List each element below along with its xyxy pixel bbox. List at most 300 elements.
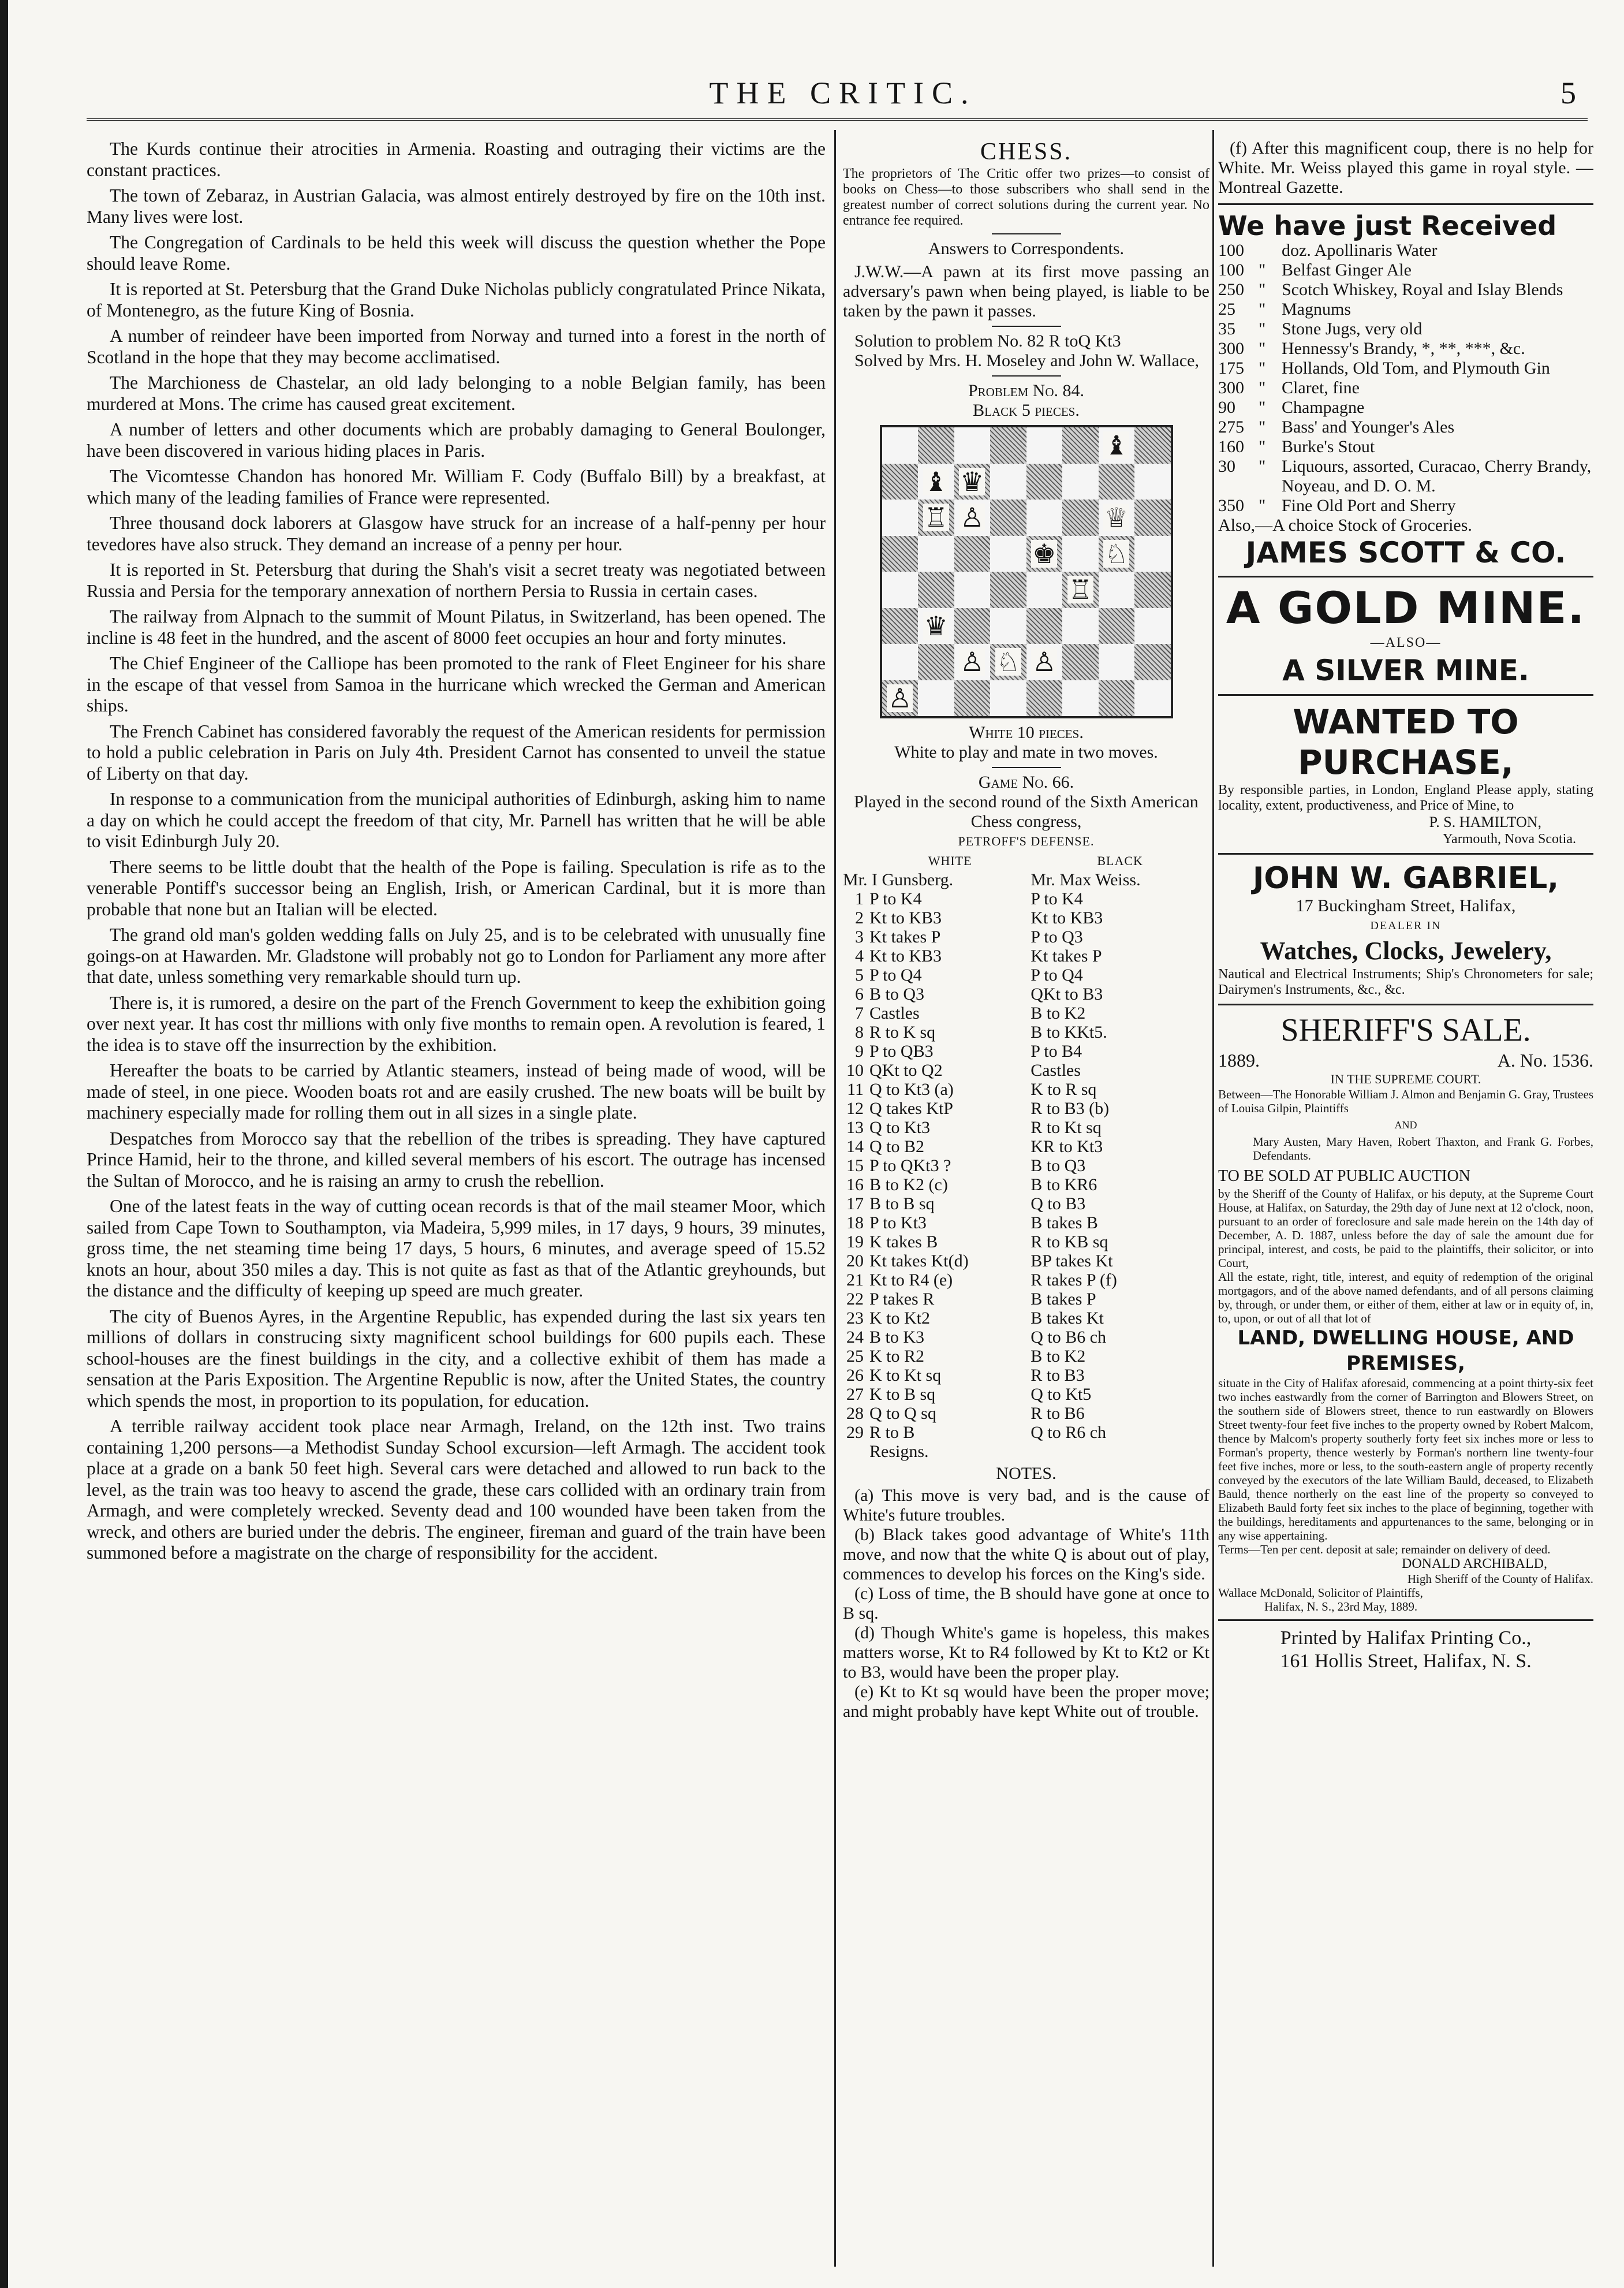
move-row <box>843 1366 1209 1385</box>
auction-heading: TO BE SOLD AT PUBLIC AUCTION <box>1218 1167 1470 1185</box>
auction-text: by the Sheriff of the County of Halifax, or his deputy, at the Supreme Court House, at Halifax, on Saturday, the 29th day of June next at 12 o'clock, noon, pursuant to an order of foreclosure and sale made herein on the 14th day of December, A. D. 1887, unless before the day of sale the amount due for principal, interest, and costs, be paid to the plaintiffs, their solicitor, or into Court, <box>1218 1187 1593 1270</box>
divider <box>1218 694 1593 696</box>
ditto-mark <box>1259 241 1282 260</box>
board-square <box>1134 680 1171 717</box>
move-number: 10 <box>846 1061 864 1080</box>
black-move: B to KKt5. <box>1031 1023 1107 1042</box>
goods-quantity: 275 <box>1218 418 1244 437</box>
also-groceries: Also,—A choice Stock of Groceries. <box>1218 516 1472 535</box>
white-move: K takes B <box>869 1232 938 1251</box>
ditto-mark: " <box>1259 437 1266 456</box>
board-square <box>1134 644 1171 680</box>
news-paragraph: The town of Zebaraz, in Austrian Galacia, was almost entirely destroyed by fire on the 10th inst. Many lives were lost. <box>87 185 826 227</box>
ditto-mark: " <box>1259 496 1266 515</box>
board-square <box>954 572 991 608</box>
also-label: —ALSO— <box>1370 635 1442 650</box>
board-square <box>1099 644 1135 680</box>
news-paragraph: A number of letters and other documents which are probably damaging to General Boulonger, have been discovered in various hiding places in Paris. <box>87 419 826 461</box>
black-move: QKt to B3 <box>1031 985 1103 1004</box>
move-number: 28 <box>846 1404 864 1423</box>
chess-piece-icon: ♘ <box>1104 538 1129 569</box>
opening-name: PETROFF'S DEFENSE. <box>958 834 1095 848</box>
goods-quantity: 100 <box>1218 241 1244 260</box>
divider <box>1218 1619 1593 1621</box>
move-number: 16 <box>846 1175 864 1194</box>
black-move: P to B4 <box>1031 1042 1082 1061</box>
move-number: 1 <box>855 889 864 908</box>
ditto-mark: " <box>1259 418 1266 437</box>
board-square <box>918 536 954 572</box>
black-move: B to K2 <box>1031 1347 1086 1366</box>
move-row <box>843 1004 1209 1023</box>
board-square <box>1099 464 1135 500</box>
gabriel-text: Nautical and Electrical Instruments; Ship's Chronometers for sale; Dairymen's Instruments, &c., &c. <box>1218 967 1593 997</box>
black-move: R to B3 (b) <box>1031 1099 1110 1118</box>
move-number: 2 <box>855 908 864 927</box>
news-paragraph: The Chief Engineer of the Calliope has been promoted to the rank of Fleet Engineer for his share in the escape of that vessel from Samoa in the hurricane which wrecked the German and American ships. <box>87 653 826 716</box>
news-paragraph: It is reported at St. Petersburg that the Grand Duke Nicholas publicly congratulated Prince Nikata, of Montenegro, as the future King of Bosnia. <box>87 279 826 321</box>
chess-board <box>880 425 1173 718</box>
ditto-mark: " <box>1259 359 1266 378</box>
white-move: B to K2 (c) <box>869 1175 948 1194</box>
goods-quantity: 90 <box>1218 398 1235 417</box>
goods-description: doz. Apollinaris Water <box>1282 241 1438 260</box>
move-row <box>843 1290 1209 1309</box>
move-row <box>843 1194 1209 1213</box>
move-row <box>843 1118 1209 1137</box>
move-number: 24 <box>846 1328 864 1347</box>
chess-piece-icon: ♝ <box>1104 430 1129 461</box>
white-move: K to Kt2 <box>869 1309 930 1328</box>
black-move: K to R sq <box>1031 1080 1097 1099</box>
chess-column <box>843 139 1209 2264</box>
divider <box>1218 576 1593 577</box>
wanted-heading: WANTED TO PURCHASE, <box>1293 702 1519 782</box>
sale-date: Halifax, N. S., 23rd May, 1889. <box>1264 1600 1418 1613</box>
chess-piece-icon: ♕ <box>1104 502 1129 534</box>
divider <box>992 233 1061 234</box>
gold-mine-heading: A GOLD MINE. <box>1226 582 1586 634</box>
black-count: Black 5 pieces. <box>973 401 1080 420</box>
goods-description: Bass' and Younger's Ales <box>1282 418 1455 437</box>
board-square <box>954 644 991 680</box>
board-square <box>990 427 1026 464</box>
gabriel-heading: JOHN W. GABRIEL, <box>1252 861 1559 896</box>
chess-heading: CHESS. <box>980 139 1073 165</box>
white-move: Castles <box>869 1004 920 1023</box>
divider <box>1218 1004 1593 1005</box>
masthead <box>87 75 1599 115</box>
black-move: KR to Kt3 <box>1031 1137 1103 1156</box>
note: (d) Though White's game is hopeless, this makes matters worse, Kt to R4 followed by Kt to Kt2 or Kt to B3, would have been the proper play. <box>843 1623 1209 1682</box>
goods-item <box>1218 359 1593 378</box>
terms-text: Terms—Ten per cent. deposit at sale; remainder on delivery of deed. <box>1218 1542 1551 1556</box>
board-square <box>882 680 919 717</box>
board-square <box>1026 572 1063 608</box>
white-move: Q to B2 <box>869 1137 925 1156</box>
white-move: B to B sq <box>869 1194 935 1213</box>
black-move: B to K2 <box>1031 1004 1086 1023</box>
black-move: Q to Kt5 <box>1031 1385 1092 1404</box>
white-move: QKt to Q2 <box>869 1061 943 1080</box>
divider <box>992 326 1061 327</box>
estate-text: All the estate, right, title, interest, and equity of redemption of the original mortgagors, and of the above named defendants, and of all persons claiming by, through, or under them, or either of them, either at law or in equity of, in, to, upon, or out of all that lot of <box>1218 1270 1593 1325</box>
move-number: 27 <box>846 1385 864 1404</box>
news-paragraph: One of the latest feats in the way of cutting ocean records is that of the mail steamer Moor, which sailed from Cape Town to Southampton, via Madeira, 5,999 miles, in 17 days, 9 hours, 39 minutes, gross time, the net steaming time being 17 days, 5 hours, 6 minutes, and average speed of 15.52 knots an hour, about 350 miles a day. This is not quite as fast as that of the Atlantic greyhounds, but the distance and the difficulty of keeping up speed are much greater. <box>87 1196 826 1300</box>
goods-item <box>1218 398 1593 418</box>
board-square <box>1026 464 1063 500</box>
move-row <box>843 1099 1209 1118</box>
gabriel-address: 17 Buckingham Street, Halifax, <box>1296 896 1516 915</box>
move-row <box>843 1347 1209 1366</box>
ditto-mark: " <box>1259 378 1266 397</box>
board-square <box>918 608 954 644</box>
news-paragraph: A number of reindeer have been imported from Norway and turned into a forest in the north of Scotland in the hope that they may become acclimatised. <box>87 326 826 367</box>
board-square <box>882 644 919 680</box>
white-move: K to B sq <box>869 1385 936 1404</box>
column-rule-1 <box>834 130 836 2267</box>
move-number: 11 <box>847 1080 864 1099</box>
move-number: 15 <box>846 1156 864 1175</box>
board-square <box>990 464 1026 500</box>
and-label: AND <box>1394 1119 1417 1131</box>
goods-description: Hollands, Old Tom, and Plymouth Gin <box>1282 359 1550 378</box>
black-move: Kt takes P <box>1031 946 1102 966</box>
goods-description: Fine Old Port and Sherry <box>1282 496 1456 515</box>
white-move: P to K4 <box>869 889 922 908</box>
sheriff-number: A. No. 1536. <box>1497 1050 1593 1071</box>
board-square <box>1062 464 1099 500</box>
white-move: P to QKt3 ? <box>869 1156 951 1175</box>
board-square <box>1062 536 1099 572</box>
white-move: Kt takes P <box>869 927 941 946</box>
dealer-label: DEALER IN <box>1370 919 1442 932</box>
white-move: Q to Kt3 <box>869 1118 930 1137</box>
board-square <box>1026 500 1063 536</box>
page-number: 5 <box>1560 76 1576 110</box>
white-move: K to Kt sq <box>869 1366 942 1385</box>
news-paragraph: It is reported in St. Petersburg that during the Shah's visit a secret treaty was negotiated between Russia and Persia for the temporary annexation of northern Persia to Russia in certain cases. <box>87 560 826 601</box>
white-move: Kt to KB3 <box>869 946 942 966</box>
land-text: situate in the City of Halifax aforesaid, commencing at a point thirty-six feet two inches eastwardly from the corner of Barrington and Blowers Street, on the southern side of Blowers street, thence to run eastwardly on Blowers Street twenty-four feet five inches to the property owned by Robert Malcom, thence by Malcom's property southerly forty feet six inches more or less to Forman's property, thence westerly by Forman's northern line twenty-four feet five inches, more or less, to the south-eastern angle of property recently conveyed by the executors of the late William Bauld, deceased, to Elizabeth Bauld, thence northerly on the east line of the property so conveyed to Elizabeth Bauld forty feet six inches to the place of beginning, together with the buildings, hereditaments and appurtenances to the same, belonging or in any wise appertaining. <box>1218 1376 1593 1542</box>
chess-piece-icon: ♙ <box>888 682 912 714</box>
board-square <box>1062 608 1099 644</box>
move-row <box>843 1232 1209 1251</box>
move-row <box>843 1404 1209 1423</box>
goods-quantity: 30 <box>1218 457 1235 476</box>
news-paragraph: The grand old man's golden wedding falls on July 25, and is to be celebrated with unusually fine goings-on at Hawarden. Mr. Gladstone will probably not go to London for Parliament any more after that date, unless something very remarkable should turn up. <box>87 925 826 987</box>
move-number: 19 <box>846 1232 864 1251</box>
move-number: 9 <box>855 1042 864 1061</box>
board-square <box>1062 644 1099 680</box>
news-paragraph: There seems to be little doubt that the health of the Pope is failing. Speculation is rife as to the venerable Pontiff's successor being an English, Irish, or American Cardinal, but it is more than probable that none but an Italian will be elected. <box>87 856 826 919</box>
black-move: P to K4 <box>1031 889 1083 908</box>
board-square <box>954 536 991 572</box>
goods-description: Belfast Ginger Ale <box>1282 260 1412 280</box>
chess-piece-icon: ♚ <box>1032 538 1056 569</box>
black-move: Q to R6 ch <box>1031 1423 1107 1442</box>
move-row <box>843 1309 1209 1328</box>
board-square <box>918 644 954 680</box>
advertisements-column <box>1218 139 1593 2264</box>
chess-piece-icon: ♙ <box>960 646 984 678</box>
printer-name: Printed by Halifax Printing Co., <box>1280 1627 1532 1649</box>
goods-quantity: 100 <box>1218 260 1244 280</box>
goods-quantity: 35 <box>1218 319 1235 338</box>
news-paragraph: The Kurds continue their atrocities in Armenia. Roasting and outraging their victims are the constant practices. <box>87 139 826 180</box>
goods-list <box>1218 241 1593 516</box>
goods-description: Champagne <box>1282 398 1365 417</box>
divider <box>1218 203 1593 205</box>
white-move: K to R2 <box>869 1347 925 1366</box>
board-square <box>1134 464 1171 500</box>
black-move: BP takes Kt <box>1031 1251 1113 1270</box>
board-square <box>954 464 991 500</box>
goods-quantity: 25 <box>1218 300 1235 319</box>
move-row <box>843 1213 1209 1232</box>
black-player: Mr. Max Weiss. <box>1031 870 1141 889</box>
ditto-mark: " <box>1259 457 1266 476</box>
sheriff-year: 1889. <box>1218 1050 1260 1071</box>
board-square <box>918 500 954 536</box>
news-paragraph: Hereafter the boats to be carried by Atlantic steamers, instead of being made of wood, will be made of steel, in one piece. Wooden boats rot and are easily crushed. The new boats will be built by machinery especially made for rolling them out in all sizes in a single plate. <box>87 1060 826 1123</box>
board-square <box>1099 536 1135 572</box>
chess-piece-icon: ♛ <box>924 610 948 642</box>
black-move: Kt to KB3 <box>1031 908 1103 927</box>
news-paragraph: There is, it is rumored, a desire on the part of the French Government to keep the exhibition going over next year. It has cost thr millions with only five months to remain open. A revolution is feared, 1 the idea is to stave off the insurrection by the exhibition. <box>87 992 826 1055</box>
news-paragraph: The Marchioness de Chastelar, an old lady belonging to a noble Belgian family, has been murdered at Mons. The crime has caused great excitement. <box>87 372 826 414</box>
move-number: 3 <box>855 927 864 946</box>
land-heading: LAND, DWELLING HOUSE, AND PREMISES, <box>1237 1326 1574 1375</box>
board-square <box>1062 680 1099 717</box>
move-number: 14 <box>846 1137 864 1156</box>
move-row <box>843 1080 1209 1099</box>
chess-intro: The proprietors of The Critic offer two prizes—to consist of books on Chess—to those subscribers who shall send in the greatest number of correct solutions during the current year. No entrance fee required. <box>843 166 1209 228</box>
black-move: B to KR6 <box>1031 1175 1097 1194</box>
black-move: B takes Kt <box>1031 1309 1104 1328</box>
news-paragraph: The Congregation of Cardinals to be held this week will discuss the question whether the Pope should leave Rome. <box>87 232 826 274</box>
board-square <box>882 536 919 572</box>
problem-solution: Solution to problem No. 82 R toQ Kt3 <box>854 331 1121 351</box>
board-square <box>1099 427 1135 464</box>
white-move: Kt to KB3 <box>869 908 942 927</box>
board-square <box>990 644 1026 680</box>
black-move: Q to B3 <box>1031 1194 1086 1213</box>
divider <box>992 375 1061 377</box>
move-number: 29 <box>846 1423 864 1442</box>
move-number: 12 <box>846 1099 864 1118</box>
answer-jww: J.W.W.—A pawn at its first move passing an adversary's pawn when being played, is liable to be taken by the pawn it passes. <box>843 262 1209 321</box>
board-square <box>990 536 1026 572</box>
goods-description: Magnums <box>1282 300 1351 319</box>
move-number: 17 <box>846 1194 864 1213</box>
black-move: Castles <box>1031 1061 1081 1080</box>
column-rule-2 <box>1212 130 1214 2267</box>
board-square <box>1062 500 1099 536</box>
scott-name: JAMES SCOTT & CO. <box>1245 536 1566 569</box>
news-column <box>87 139 826 2264</box>
white-player: Mr. I Gunsberg. <box>843 870 954 889</box>
black-move: R takes P (f) <box>1031 1270 1117 1290</box>
game-heading: Game No. 66. <box>978 773 1074 792</box>
goods-item <box>1218 496 1593 516</box>
goods-description: Liquours, assorted, Curacao, Cherry Brandy, Noyeau, and D. O. M. <box>1282 457 1592 495</box>
sheriff-heading: SHERIFF'S SALE. <box>1280 1012 1531 1048</box>
move-number: 7 <box>855 1004 864 1023</box>
defendants-text: Mary Austen, Mary Haven, Robert Thaxton, and Frank G. Forbes, Defendants. <box>1253 1135 1593 1162</box>
board-square <box>882 464 919 500</box>
goods-item <box>1218 457 1593 496</box>
white-move: Q to Kt3 (a) <box>869 1080 954 1099</box>
game-description: Played in the second round of the Sixth American Chess congress, <box>854 792 1199 831</box>
white-move: P to Kt3 <box>869 1213 927 1232</box>
white-move: B to K3 <box>869 1328 925 1347</box>
black-move: P to Q4 <box>1031 966 1083 985</box>
news-paragraph: The Vicomtesse Chandon has honored Mr. William F. Cody (Buffalo Bill) by a breakfast, at which many of the leading families of France were represented. <box>87 466 826 508</box>
goods-item <box>1218 437 1593 457</box>
move-number: 18 <box>846 1213 864 1232</box>
board-square <box>1026 644 1063 680</box>
board-square <box>1026 608 1063 644</box>
black-move: R to B3 <box>1031 1366 1085 1385</box>
board-square <box>1099 680 1135 717</box>
board-square <box>1134 572 1171 608</box>
goods-quantity: 175 <box>1218 359 1244 378</box>
black-label: BLACK <box>1097 854 1143 868</box>
sheriff-title: High Sheriff of the County of Halifax. <box>1407 1572 1593 1586</box>
news-paragraph: The French Cabinet has considered favorably the request of the American residents for permission to hold a public celebration in Paris on July 4th. President Carnot has consented to unveil the statue of Liberty on that day. <box>87 721 826 784</box>
move-row <box>843 1156 1209 1175</box>
move-row <box>843 1251 1209 1270</box>
problem-heading: Problem No. 84. <box>968 381 1085 400</box>
goods-quantity: 160 <box>1218 437 1244 456</box>
board-square <box>1134 536 1171 572</box>
goods-item <box>1218 280 1593 300</box>
answers-heading: Answers to Correspondents. <box>928 239 1125 258</box>
board-square <box>1026 427 1063 464</box>
white-move: R to K sq <box>869 1023 936 1042</box>
ditto-mark: " <box>1259 398 1266 417</box>
wanted-address: Yarmouth, Nova Scotia. <box>1443 832 1576 847</box>
chess-piece-icon: ♝ <box>924 465 948 497</box>
note: (e) Kt to Kt sq would have been the proper move; and might probably have kept White out of trouble. <box>843 1682 1209 1721</box>
wanted-text: By responsible parties, in London, England Please apply, stating locality, extent, productiveness, and Price of Mine, to <box>1218 782 1593 813</box>
goods-item <box>1218 339 1593 359</box>
board-square <box>954 500 991 536</box>
board-square <box>918 427 954 464</box>
board-square <box>1134 500 1171 536</box>
goods-description: Scotch Whiskey, Royal and Islay Blends <box>1282 280 1563 299</box>
received-heading: We have just Received <box>1218 210 1557 241</box>
move-row <box>843 927 1209 946</box>
news-paragraph: Three thousand dock laborers at Glasgow have struck for an increase of a half-penny per hour tevedores have also struck. They demand an increase of a penny per hour. <box>87 513 826 554</box>
white-move: P to QB3 <box>869 1042 934 1061</box>
move-row <box>843 1385 1209 1404</box>
chess-piece-icon: ♙ <box>1032 646 1056 678</box>
board-square <box>1099 572 1135 608</box>
chess-piece-icon: ♛ <box>960 465 984 497</box>
move-row <box>843 1423 1209 1442</box>
sheriff-name: DONALD ARCHIBALD, <box>1402 1556 1547 1571</box>
sheriff-case <box>1218 1049 1593 1071</box>
move-number: 5 <box>855 966 864 985</box>
chess-piece-icon: ♖ <box>1068 574 1092 606</box>
notes-heading: NOTES. <box>996 1464 1056 1483</box>
move-row <box>843 1175 1209 1194</box>
move-row <box>843 985 1209 1004</box>
board-square <box>1134 427 1171 464</box>
white-label: WHITE <box>928 854 972 868</box>
news-paragraph: A terrible railway accident took place near Armagh, Ireland, on the 12th inst. Two trains containing 1,200 persons—a Methodist Sunday School excursion—left Armagh. The accident took place at a grade on a bank 50 feet high. Several cars were detached and allowed to run back to the level, as the train was too heavy to ascend the grade, these cars collided with an ordinary train from Armagh, and were completely wrecked. Seventy dead and 100 wounded have been taken from the wreck, and others are buried under the debris. The engineer, fireman and guard of the train have been summoned before a magistrate on the charge of responsibility for the accident. <box>87 1416 826 1563</box>
move-number: 13 <box>846 1118 864 1137</box>
news-paragraph: In response to a communication from the municipal authorities of Edinburgh, asking him to name a day on which he could accept the freedom of that city, Mr. Parnell has written that he will be able to visit Edinburgh July 20. <box>87 789 826 851</box>
move-row <box>843 1061 1209 1080</box>
board-square <box>1099 608 1135 644</box>
move-number: 25 <box>846 1347 864 1366</box>
board-square <box>1099 500 1135 536</box>
watches-heading: Watches, Clocks, Jewelery, <box>1260 937 1552 965</box>
scan-edge <box>0 0 8 2288</box>
between-text: Between—The Honorable William J. Almon and Benjamin G. Gray, Trustees of Louisa Gilpin, Plaintiffs <box>1218 1087 1593 1115</box>
board-square <box>990 500 1026 536</box>
resigns: Resigns. <box>869 1442 929 1461</box>
black-move: R to Kt sq <box>1031 1118 1102 1137</box>
board-square <box>918 464 954 500</box>
move-row <box>843 1042 1209 1061</box>
board-square <box>954 680 991 717</box>
move-row <box>843 908 1209 927</box>
chess-piece-icon: ♘ <box>996 646 1020 678</box>
move-number: 8 <box>855 1023 864 1042</box>
game-score <box>843 851 1209 1442</box>
ditto-mark: " <box>1259 260 1266 280</box>
ditto-mark: " <box>1259 339 1266 358</box>
move-number: 23 <box>846 1309 864 1328</box>
board-square <box>954 427 991 464</box>
black-move: B to Q3 <box>1031 1156 1086 1175</box>
black-move: R to B6 <box>1031 1404 1085 1423</box>
board-square <box>1062 572 1099 608</box>
note: (b) Black takes good advantage of White's 11th move, and now that the white Q is about out of play, commences to develop his forces on the King's side. <box>843 1525 1209 1583</box>
board-square <box>990 680 1026 717</box>
note: (c) Loss of time, the B should have gone at once to B sq. <box>843 1584 1209 1623</box>
goods-item <box>1218 378 1593 398</box>
goods-quantity: 300 <box>1218 378 1244 397</box>
solicitor: Wallace McDonald, Solicitor of Plaintiffs, <box>1218 1586 1423 1600</box>
board-square <box>882 572 919 608</box>
goods-description: Stone Jugs, very old <box>1282 319 1423 338</box>
move-number: 22 <box>846 1290 864 1309</box>
goods-description: Burke's Stout <box>1282 437 1375 456</box>
move-row <box>843 1137 1209 1156</box>
divider <box>992 767 1061 768</box>
white-count: White 10 pieces. <box>969 723 1084 742</box>
note: (a) This move is very bad, and is the cause of White's future troubles. <box>843 1486 1209 1525</box>
goods-item <box>1218 418 1593 437</box>
goods-description: Claret, fine <box>1282 378 1360 397</box>
problem-instruction: White to play and mate in two moves. <box>894 743 1158 762</box>
black-move: B takes P <box>1031 1290 1096 1309</box>
board-square <box>882 500 919 536</box>
move-row <box>843 966 1209 985</box>
move-row <box>843 1023 1209 1042</box>
black-move: R to KB sq <box>1031 1232 1108 1251</box>
page-title: THE CRITIC. <box>709 76 977 110</box>
goods-item <box>1218 241 1593 260</box>
goods-item <box>1218 260 1593 280</box>
goods-item <box>1218 319 1593 339</box>
board-square <box>1134 608 1171 644</box>
